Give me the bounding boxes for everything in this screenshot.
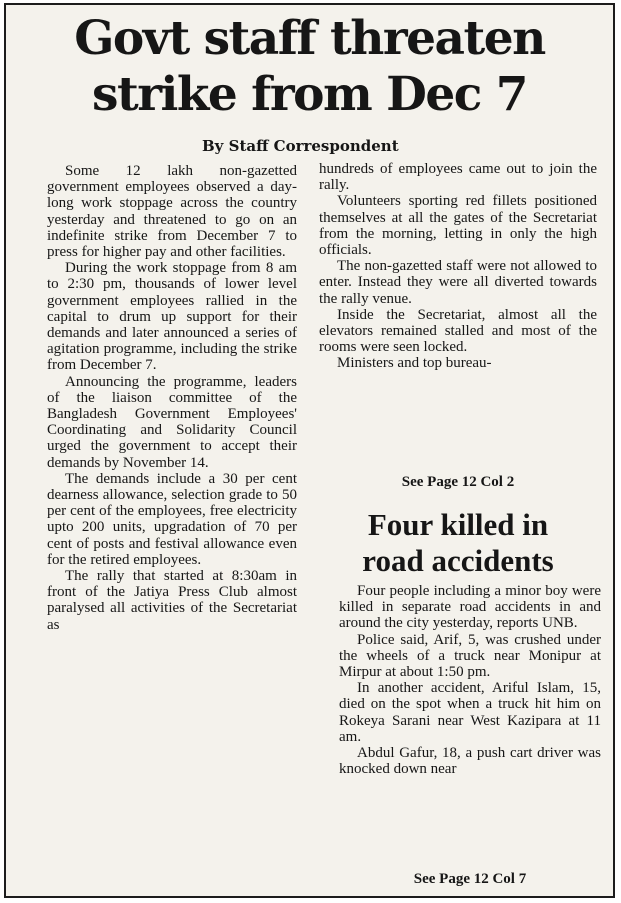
article-paragraph: The non-gazetted staff were not allowed to enter. Instead they were all diverted towards the rally venue. [319,258,597,307]
second-headline [319,507,597,579]
article-column-left [47,163,297,633]
headline-line-1: Govt staff threaten [74,11,545,66]
article-paragraph: Volunteers sporting red fillets positioned themselves at all the gates of the Secretariat from the morning, letting in only the high officials. [319,193,597,259]
second-headline-line-1: Four killed in [367,507,549,542]
second-article-column [339,583,601,777]
article-paragraph: Police said, Arif, 5, was crushed under the wheels of a truck near Monipur at Mirpur at about 1:50 pm. [339,631,601,681]
article-paragraph: Some 12 lakh non-gazetted government employees observed a day-long work stoppage across the country yesterday and threatened to go on an indefinite strike from December 7 to press for higher pay and other facilities. [47,163,297,261]
article-paragraph: Announcing the programme, leaders of the liaison committee of the Bangladesh Government Employees' Coordinating and Solidarity Council urged the government to accept their demands by November 14. [47,373,297,471]
article-column-right [319,161,597,372]
article-paragraph: During the work stoppage from 8 am to 2:30 pm, thousands of lower level government employees rallied in the capital to drum up support for their demands and later announced a series of agitation programme, including the strike from December 7. [47,260,297,374]
article-paragraph: In another accident, Ariful Islam, 15, died on the spot when a truck hit him on Rokeya Sarani near West Kazipara at 11 am. [339,680,601,745]
second-headline-line-2: road accidents [362,543,554,578]
article-paragraph: Four people including a minor boy were killed in separate road accidents in and around the city yesterday, reports UNB. [339,583,601,632]
article-paragraph: The demands include a 30 per cent dearness allowance, selection grade to 50 per cent of the employees, free electricity upto 200 units, upgradation of 70 per cent of posts and festival allowance even for the retired employees. [47,470,297,568]
headline [6,11,613,123]
newspaper-clipping [4,3,615,898]
headline-line-2: strike from Dec 7 [92,67,527,122]
jump-line: See Page 12 Col 2 [401,474,515,490]
article-paragraph: Ministers and top bureau- [337,355,492,372]
article-paragraph-continued: hundreds of employees came out to join the rally. [319,161,597,194]
second-jump-line: See Page 12 Col 7 [413,871,527,887]
article-paragraph: The rally that started at 8:30am in front of the Jatiya Press Club almost paralysed all activities of the Secretariat as [47,568,297,633]
article-paragraph: Abdul Gafur, 18, a push cart driver was knocked down near [339,745,601,778]
article-paragraph: Inside the Secretariat, almost all the elevators remained stalled and most of the rooms were seen locked. [319,306,597,356]
byline: By Staff Correspondent [202,137,399,155]
